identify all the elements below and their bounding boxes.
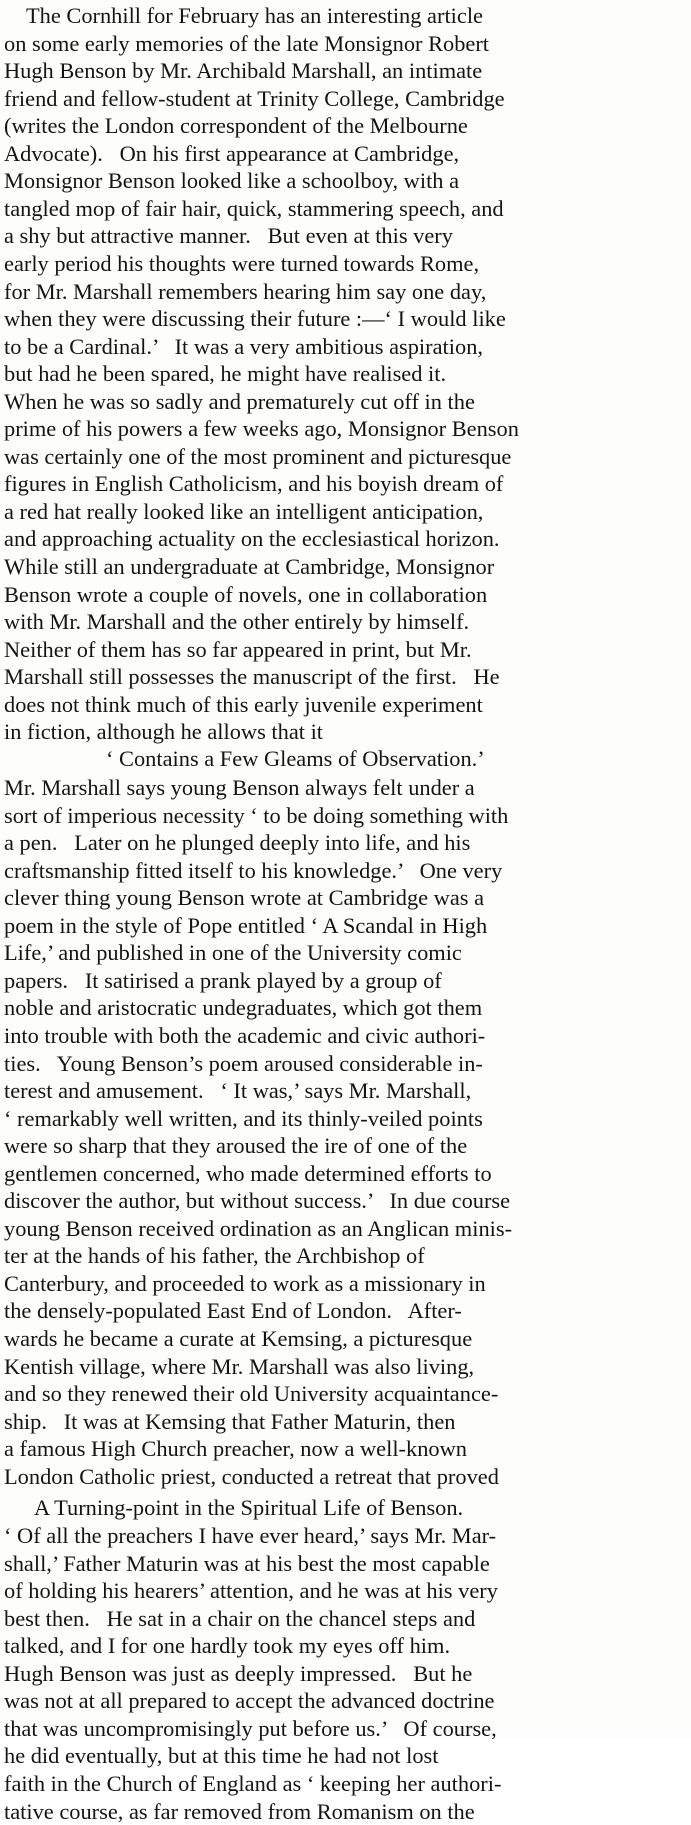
subheading-turning-point: A Turning-point in the Spiritual Life of Benson. — [34, 1495, 464, 1520]
text-line: was certainly one of the most prominent and picturesque — [4, 443, 512, 469]
text-line: While still an undergraduate at Cambridge, Monsignor — [4, 554, 495, 579]
text-line: in fiction, although he allows that it — [4, 719, 324, 745]
text-line: faith in the Church of England as ‘ keeping her authori- — [4, 1770, 502, 1796]
text-line: ties. Young Benson’s poem aroused considerable in- — [4, 1050, 483, 1076]
text-line: figures in English Catholicism, and his boyish dream of — [4, 471, 504, 497]
text-line: ter at the hands of his father, the Archbishop of — [4, 1243, 425, 1269]
text-line: gentlemen concerned, who made determined efforts to — [4, 1160, 492, 1186]
text-line: Mr. Marshall says young Benson always felt under a — [4, 775, 475, 800]
text-line: London Catholic priest, conducted a retreat that proved — [4, 1463, 499, 1489]
text-line: to be a Cardinal.’ It was a very ambitious aspiration, — [4, 333, 483, 359]
text-line: tangled mop of fair hair, quick, stammering speech, and — [4, 195, 504, 221]
text-line: the densely-populated East End of London. After- — [4, 1298, 462, 1324]
text-line: Life,’ and published in one of the University comic — [4, 940, 462, 966]
text-line: Kentish village, where Mr. Marshall was also living, — [4, 1353, 475, 1379]
text-line: poem in the style of Pope entitled ‘ A Scandal in High — [4, 912, 488, 938]
text-line: Advocate). On his first appearance at Cambridge, — [4, 140, 460, 166]
text-line: and so they renewed their old University acquaintance- — [4, 1381, 499, 1407]
text-line: ship. It was at Kemsing that Father Maturin, then — [4, 1408, 456, 1434]
text-line: does not think much of this early juvenile experiment — [4, 691, 483, 717]
text-line: wards he became a curate at Kemsing, a picturesque — [4, 1326, 473, 1351]
text-line: into trouble with both the academic and civic authori- — [4, 1022, 486, 1048]
text-line: talked, and I for one hardly took my eyes off him. — [4, 1633, 451, 1659]
text-line: but had he been spared, he might have realised it. — [4, 361, 447, 387]
text-line: Canterbury, and proceeded to work as a missionary in — [4, 1270, 486, 1296]
text-line: (writes the London correspondent of the Melbourne — [4, 113, 468, 139]
text-line: he did eventually, but at this time he had not lost — [4, 1743, 439, 1769]
text-line: on some early memories of the late Monsignor Robert — [4, 30, 490, 56]
text-line: craftsmanship fitted itself to his knowledge.’ One very — [4, 857, 503, 883]
subheading-gleams: ‘ Contains a Few Gleams of Observation.’ — [106, 746, 485, 771]
text-line: noble and aristocratic undegraduates, which got them — [4, 995, 483, 1021]
text-line: friend and fellow-student at Trinity College, Cambridge — [4, 85, 505, 111]
text-line: Benson wrote a couple of novels, one in collaboration — [4, 581, 488, 607]
text-line: early period his thoughts were turned towards Rome, — [4, 250, 480, 276]
text-line: young Benson received ordination as an Anglican minis- — [4, 1215, 513, 1241]
text-line: Hugh Benson by Mr. Archibald Marshall, an intimate — [4, 58, 483, 84]
text-line: Monsignor Benson looked like a schoolboy, with a — [4, 168, 460, 194]
text-line: a famous High Church preacher, now a well-known — [4, 1436, 467, 1462]
text-line: a shy but attractive manner. But even at this very — [4, 223, 453, 249]
text-line: Hugh Benson was just as deeply impressed. But he — [4, 1660, 473, 1686]
text-line: best then. He sat in a chair on the chancel steps and — [4, 1605, 476, 1631]
text-line: sort of imperious necessity ‘ to be doing something with — [4, 802, 509, 828]
text-line: with Mr. Marshall and the other entirely by himself. — [4, 609, 470, 635]
text-line: The Cornhill for February has an interesting article — [4, 3, 483, 28]
text-line: shall,’ Father Maturin was at his best the most capable — [4, 1550, 490, 1576]
text-line: were so sharp that they aroused the ire of one of the — [4, 1133, 468, 1159]
text-line: and approaching actuality on the ecclesiastical horizon. — [4, 526, 500, 552]
text-line: discover the author, but without success.’ In due course — [4, 1188, 511, 1214]
text-line: of holding his hearers’ attention, and he was at his very — [4, 1578, 498, 1604]
text-line: Neither of them has so far appeared in print, but Mr. — [4, 636, 472, 662]
text-line: ‘ remarkably well written, and its thinly-veiled points — [4, 1105, 483, 1131]
text-line: a red hat really looked like an intelligent anticipation, — [4, 498, 484, 524]
text-line: tative course, as far removed from Romanism on the — [4, 1798, 475, 1824]
text-line: a pen. Later on he plunged deeply into life, and his — [4, 830, 471, 856]
text-line: for Mr. Marshall remembers hearing him say one day, — [4, 278, 487, 304]
text-line: terest and amusement. ‘ It was,’ says Mr. Marshall, — [4, 1078, 472, 1104]
text-line: that was uncompromisingly put before us.’ Of course, — [4, 1715, 497, 1741]
text-line: clever thing young Benson wrote at Cambridge was a — [4, 885, 485, 911]
text-line: prime of his powers a few weeks ago, Monsignor Benson — [4, 416, 519, 442]
text-line: When he was so sadly and prematurely cut off in the — [4, 388, 475, 414]
text-line: was not at all prepared to accept the advanced doctrine — [4, 1688, 495, 1714]
text-line: papers. It satirised a prank played by a group of — [4, 967, 442, 993]
text-line: ‘ Of all the preachers I have ever heard,’ says Mr. Mar- — [4, 1523, 497, 1548]
text-line: when they were discussing their future :—‘ I would like — [4, 306, 506, 332]
text-line: Marshall still possesses the manuscript of the first. He — [4, 664, 500, 690]
